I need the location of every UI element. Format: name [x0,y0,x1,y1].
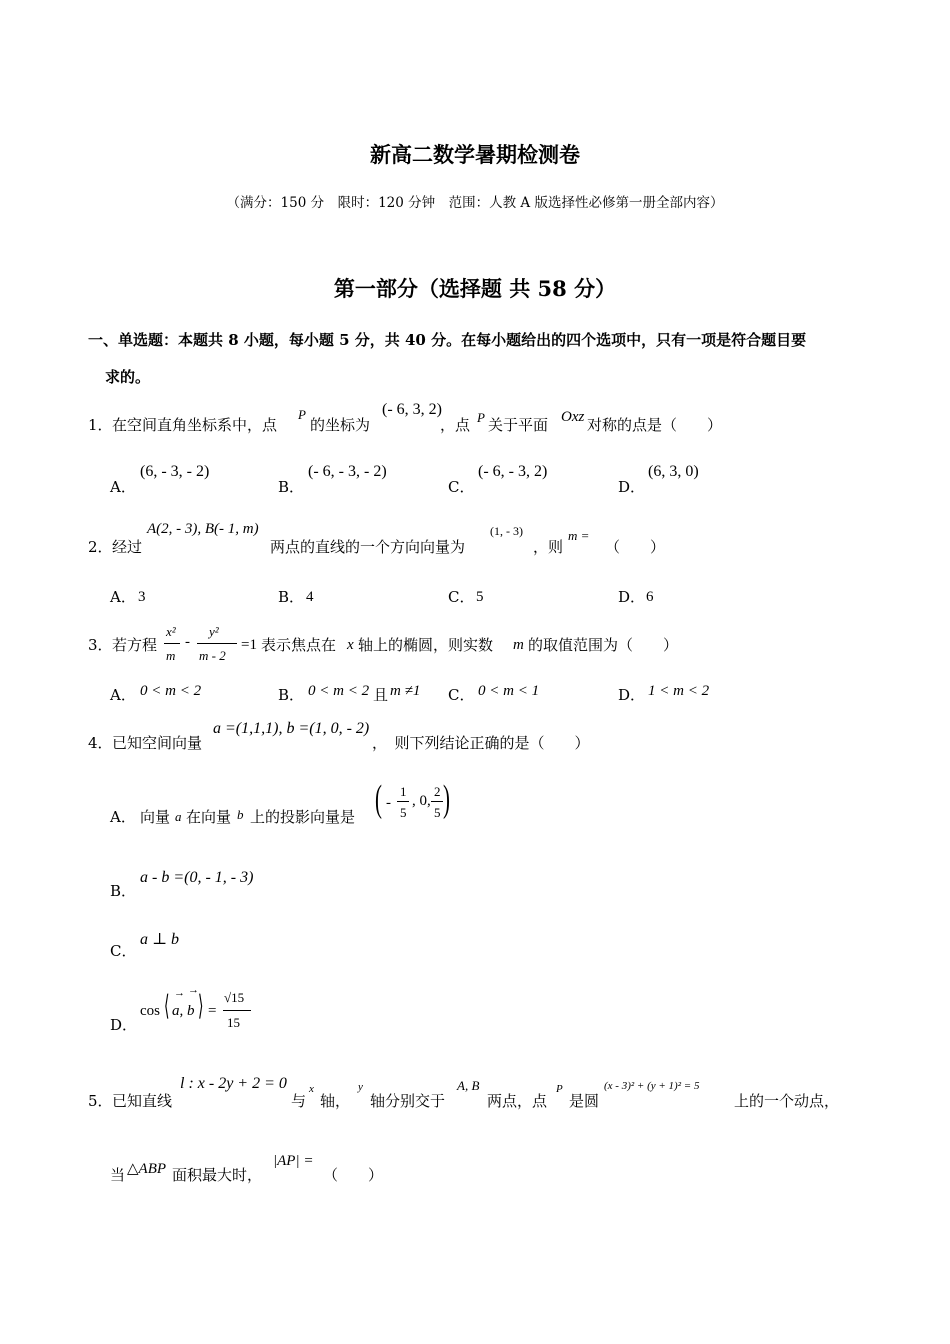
question-text: 表示焦点在 [261,636,337,654]
option-math: a - b =(0, - 1, - 3) [140,869,254,886]
question-text: 若方程 [112,636,158,654]
question-text: 对称的点是（ ） [587,416,723,434]
math-operator: - [185,634,190,650]
fraction-denominator: 5 [434,805,441,820]
option-math: 5 [476,589,484,605]
option-math: 4 [306,589,314,605]
option-math: 0 < m < 2 [308,683,370,699]
option-label: C． [448,686,475,704]
option-label: B． [110,882,137,900]
option-math: 0 < m < 2 [140,683,202,699]
question-number: 3． [88,636,113,654]
option-label: A． [110,588,136,606]
option-label: B． [278,588,305,606]
vector-arrow: → [174,987,185,999]
math-expr: a =(1,1,1), b =(1, 0, - 2) [213,720,370,737]
part-heading: 第一部分（选择题 共 58 分） [333,276,617,301]
math-var: Oxz [561,409,585,425]
math-var: b [237,807,244,822]
bracket: ) [443,778,450,820]
fraction-denominator: m - 2 [199,648,226,663]
fraction-bar [223,1010,251,1011]
fraction-denominator: 15 [227,1015,240,1030]
math-var: P [477,410,485,425]
option-label: C． [448,588,475,606]
section-heading: 一、单选题：本题共 8 小题，每小题 5 分，共 40 分。在每小题给出的四个选项中，只有一项是符合题目要 [88,331,807,349]
fraction-bar [197,643,237,644]
math-expr: l : x - 2y + 2 = 0 [180,1075,287,1092]
question-text: ，则 [533,538,564,556]
math-var: P [298,407,306,422]
question-text: 在空间直角坐标系中，点 [112,416,278,434]
bracket: ⟩ [198,991,204,1022]
option-label: B． [278,686,305,704]
option-label: B． [278,478,305,496]
option-label: A． [110,478,136,496]
question-text: 两点，点 [487,1092,548,1110]
math-expr: △ABP [127,1161,167,1177]
option-math: 3 [138,589,146,605]
bracket: ⟨ [164,991,170,1022]
option-math: a ⊥ b [140,931,180,948]
math-operator: = [208,1003,217,1019]
option-label: C． [110,942,137,960]
fraction-numerator: 1 [400,784,407,799]
math-var: m [513,637,524,653]
math-var: a [175,809,182,824]
option-label: C． [448,478,475,496]
option-math: 6 [646,589,654,605]
math-expr: (- 6, 3, 2) [382,401,442,418]
question-number: 2． [88,538,113,556]
question-text: 面积最大时， [172,1166,263,1184]
exam-meta: （满分：150 分 限时：120 分钟 范围：人教 A 版选择性必修第一册全部内容） [226,195,724,211]
option-math: 0 < m < 1 [478,683,540,699]
option-label: A． [110,808,136,826]
option-math: m ≠1 [390,683,421,699]
option-math: (6, 3, 0) [648,463,699,480]
math-expr: A, B [457,1078,480,1093]
question-text: 上的一个动点， [734,1092,840,1110]
fraction-bar [397,801,409,802]
question-text: ， 则下列结论正确的是（ ） [372,734,590,752]
question-number: 4． [88,734,113,752]
question-text: 轴上的椭圆，则实数 [358,636,494,654]
question-number: 5． [88,1092,113,1110]
fraction-numerator: y² [209,624,219,639]
fraction-denominator: 5 [400,805,407,820]
option-math: (6, - 3, - 2) [140,463,210,480]
question-text: 经过 [112,538,143,556]
question-text: （ ） [605,538,666,556]
exam-title: 新高二数学暑期检测卷 [370,142,580,167]
option-math: (- 6, - 3, 2) [478,463,548,480]
question-text: 是圆 [569,1092,600,1110]
question-text: 两点的直线的一个方向向量为 [270,538,466,556]
fraction-numerator: x² [166,624,176,639]
math-var: x [309,1083,314,1095]
question-text: 关于平面 [488,416,549,434]
section-heading-cont: 求的。 [105,368,151,386]
option-label: D． [618,686,646,704]
option-text: 上的投影向量是 [250,808,356,826]
option-math: (- 6, - 3, - 2) [308,463,387,480]
question-text: 当 [110,1166,126,1184]
option-label: A． [110,686,136,704]
math-var: x [347,637,354,653]
math-operator: - [386,795,391,811]
fraction-bar [431,801,443,802]
question-number: 1． [88,416,113,434]
question-text: 已知空间向量 [112,734,203,752]
question-text: 的取值范围为（ ） [528,636,679,654]
math-expr: (x - 3)² + (y + 1)² = 5 [604,1080,700,1092]
math-expr: , 0, [412,793,431,809]
option-math: 1 < m < 2 [648,683,710,699]
math-expr: |AP| = [273,1153,314,1169]
option-label: D． [110,1016,138,1034]
option-text: 向量 [140,808,171,826]
math-var: P [556,1083,563,1095]
question-text: 的坐标为 [310,416,371,434]
fraction-bar [164,643,180,644]
fraction-denominator: m [166,648,176,663]
bracket: ( [375,778,382,820]
question-text: 轴， [320,1092,351,1110]
fraction-numerator: 2 [434,784,441,799]
question-text: 轴分别交于 [370,1092,446,1110]
option-text: 且 [373,686,389,704]
question-text: 已知直线 [112,1092,173,1110]
math-expr: (1, - 3) [490,524,523,538]
math-expr: a, b [172,1003,195,1019]
vector-arrow: → [188,984,199,996]
math-func: cos [140,1003,160,1019]
question-text: （ ） [323,1166,384,1184]
option-label: D． [618,588,646,606]
math-expr: m = [568,528,590,543]
math-expr: =1 [241,637,257,653]
option-label: D． [618,478,646,496]
math-expr: A(2, - 3), B(- 1, m) [147,521,259,537]
math-var: y [358,1081,363,1093]
question-text: 与 [291,1092,307,1110]
option-text: 在向量 [186,808,232,826]
question-text: ，点 [440,416,471,434]
fraction-numerator: √15 [224,990,245,1005]
